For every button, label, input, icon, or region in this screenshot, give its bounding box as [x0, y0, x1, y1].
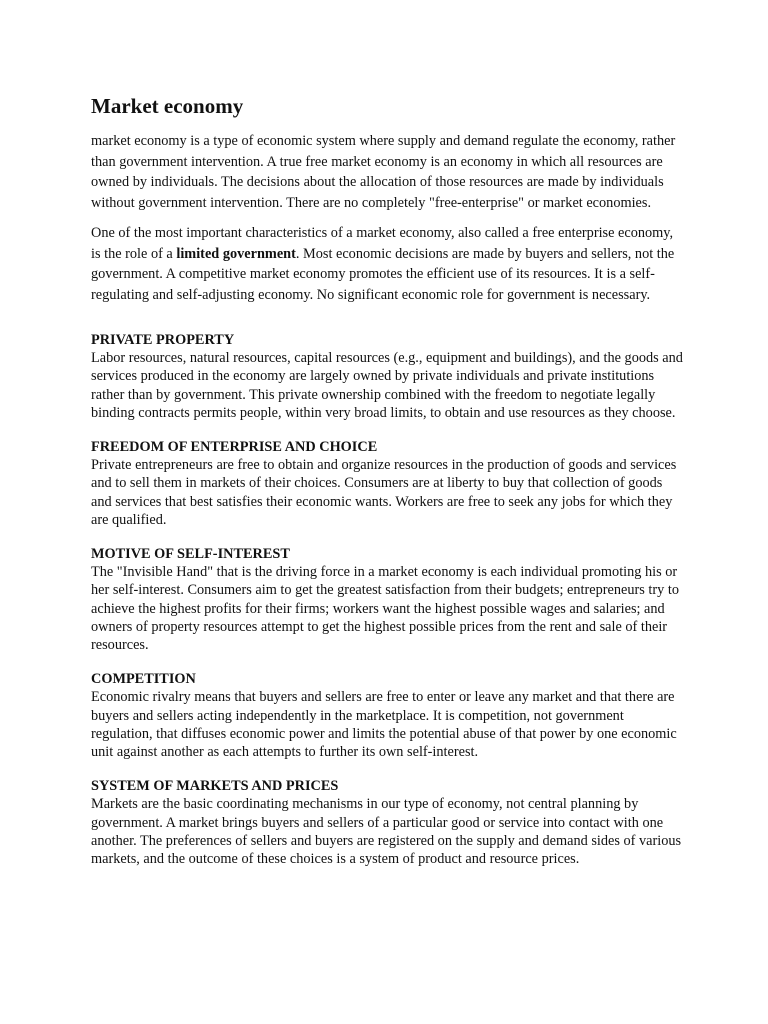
section-heading: MOTIVE OF SELF-INTEREST: [91, 546, 290, 563]
section-body: Economic rivalry means that buyers and sellers are free to enter or leave any market and that there are buyers and sellers acting independently in the marketplace. It is competition, not government regulation, that diffuses economic power and limits the potential abuse of that power by one economic unit against another as each attempts to further its own self-interest.: [91, 689, 677, 761]
section-motive-of-self-interest: [91, 545, 683, 654]
paragraph-text-before: One of the most important characteristics of a market economy, also called a free enterprise economy, is the role of a: [91, 225, 674, 262]
section-body: The "Invisible Hand" that is the driving force in a market economy is each individual promoting his or her self-interest. Consumers aim to get the greatest satisfaction from their budgets; entrepreneurs try to achieve the highest profits for their firms; workers want the highest possible wages and salaries; and owners of property resources attempt to get the highest possible prices from the rent and sale of their resources.: [91, 564, 679, 654]
section-heading: SYSTEM OF MARKETS AND PRICES: [91, 778, 339, 795]
intro-paragraph: market economy is a type of economic system where supply and demand regulate the economy, rather than government intervention. A true free market economy is an economy in which all resources are owned by individuals. The decisions about the allocation of those resources are made by individuals without government intervention. There are no completely "free-enterprise" or market economies.: [91, 133, 676, 211]
section-heading: COMPETITION: [91, 671, 196, 688]
section-body: Private entrepreneurs are free to obtain and organize resources in the production of goods and services and to sell them in markets of their choices. Consumers are at liberty to buy that collection of goods and services that best satisfies their economic wants. Workers are free to seek any jobs for which they are qualified.: [91, 457, 677, 528]
limited-government-paragraph: [91, 223, 683, 305]
section-system-of-markets: [91, 777, 683, 868]
paragraph-text-after: . Most economic decisions are made by buyers and sellers, not the government. A competitive market economy promotes the efficient use of its resources. It is a self-regulating and self-adjusting economy. No significant economic role for government is necessary.: [91, 245, 675, 303]
section-body: Labor resources, natural resources, capital resources (e.g., equipment and buildings), and the goods and services produced in the economy are largely owned by private individuals and private institutions rather than by government. This private ownership combined with the freedom to negotiate legally binding contracts permits people, within very broad limits, to obtain and use resources as they choose.: [91, 350, 683, 421]
section-freedom-of-enterprise: [91, 438, 683, 529]
section-heading: PRIVATE PROPERTY: [91, 332, 235, 348]
section-competition: [91, 670, 683, 761]
limited-government-bold: limited government: [176, 245, 296, 262]
section-private-property: [91, 331, 683, 422]
section-heading: FREEDOM OF ENTERPRISE AND CHOICE: [91, 439, 378, 456]
document-page: [91, 94, 683, 868]
section-body: Markets are the basic coordinating mechanisms in our type of economy, not central planning by government. A market brings buyers and sellers of a particular good or service into contact with one another. The preferences of sellers and buyers are registered on the supply and demand sides of various markets, and the outcome of these choices is a system of product and resource prices.: [91, 796, 682, 868]
document-title: Market economy: [91, 94, 244, 118]
